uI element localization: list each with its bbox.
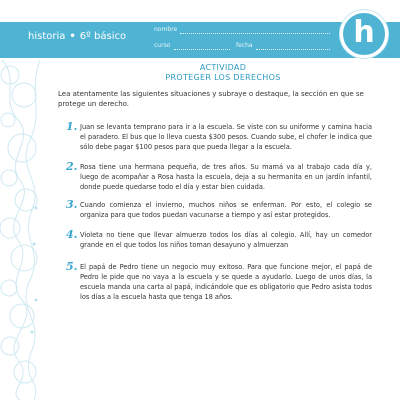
date-label: fecha [236,42,253,49]
item-number: 2. [66,160,78,173]
separator-bullet: • [69,31,76,42]
grade-name: 6º básico [79,31,127,42]
subject-label [28,31,126,42]
logo-h [340,10,388,58]
item-number: 4. [66,228,78,241]
date-field[interactable] [256,49,330,50]
name-field[interactable] [180,33,330,34]
decorative-side-pattern [0,0,46,400]
name-label: nombre [154,26,178,33]
activity-title: ACTIVIDAD [199,63,247,72]
item-number: 1. [66,120,78,133]
course-label: curso [154,42,171,49]
activity-subtitle: PROTEGER LOS DERECHOS [165,73,281,82]
instructions-text: Lea atentamente las siguientes situaciones y subraye o destaque, la sección en que se protege un derecho. [58,90,364,108]
item-number: 5. [66,260,78,273]
item-number: 3. [66,198,78,211]
logo-letter: h [353,14,375,50]
item-text: Violeta no tiene que llevar almuerzo todos los días al colegio. Allí, hay un comedor grande en el que todos los niños toman desayuno y almuerzan [80,231,372,249]
student-fields [150,22,338,58]
item-text: Cuando comienza el invierno, muchos niños se enferman. Por esto, el colegio se organiza para que todos puedan vacunarse a tiempo y así estar protegidos. [80,201,372,219]
item-text: Juan se levanta temprano para ir a la escuela. Se viste con su uniforme y camina hacia el paradero. El bus que lo lleva cuesta $300 pesos. Cuando sube, el chofer le indica que sólo debe pagar $100 pesos para que pueda llegar a la escuela. [80,123,372,151]
item-text: El papá de Pedro tiene un negocio muy exitoso. Para que funcione mejor, el papá de Pedro le pide que no vaya a la escuela y se quede a ayudarlo. Luego de unos días, la escuela manda una carta al papá, indicándole que es obligatorio que Pedro asista todos los días a la escuela hasta que tenga 18 años. [80,263,372,301]
course-field[interactable] [174,49,230,50]
item-text: Rosa tiene una hermana pequeña, de tres años. Su mamá va al trabajo cada día y, luego de acompañar a Rosa hasta la escuela, deja a su hermanita en un jardín infantil, donde puede quedarse todo el día y estar bien cuidada. [80,163,372,191]
subject-name: historia [28,31,66,42]
